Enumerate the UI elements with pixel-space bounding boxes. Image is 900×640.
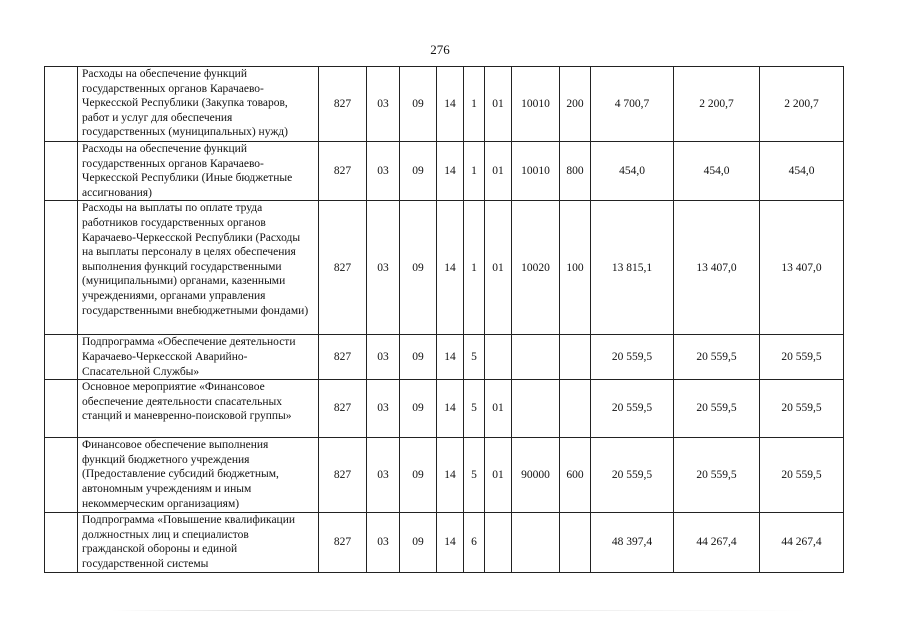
code-cell: 827 [319,438,367,513]
sum-year3-cell: 20 559,5 [760,380,844,438]
section-cell: 03 [367,438,400,513]
subprogram-cell: 5 [464,438,485,513]
event-cell: 01 [485,67,512,142]
subprogram-cell: 1 [464,67,485,142]
code-cell: 827 [319,201,367,335]
table-row [45,142,844,201]
sum-year1-cell: 4 700,7 [591,67,674,142]
program-cell: 14 [437,438,464,513]
page-number: 276 [430,42,450,57]
blank-cell [45,513,78,572]
section-cell: 03 [367,513,400,572]
blank-cell [45,67,78,142]
sum-year3-cell: 20 559,5 [760,335,844,380]
direction-cell [512,380,560,438]
sum-year1-cell: 20 559,5 [591,335,674,380]
expense-name-cell: Основное мероприятие «Финансовое обеспечение деятельности спасательных станций и маневренно-поисковой группы» [78,380,319,438]
program-cell: 14 [437,335,464,380]
subprogram-cell: 6 [464,513,485,572]
subsection-cell: 09 [400,380,437,438]
direction-cell: 10010 [512,142,560,201]
code-cell: 827 [319,142,367,201]
sum-year3-cell: 13 407,0 [760,201,844,335]
sum-year2-cell: 20 559,5 [674,335,760,380]
expense-name-cell: Подпрограмма «Повышение квалификации должностных лиц и специалистов гражданской обороны и единой государственной системы [78,513,319,572]
table-row [45,67,844,142]
sum-year1-cell: 454,0 [591,142,674,201]
expense-name-cell: Расходы на выплаты по оплате труда работников государственных органов Карачаево-Черкесской Республики (Расходы на выплаты персоналу в целях обеспечения выполнения функций государственными (муниципальными) органами, казенными учреждениями, органами управления государственными внебюджетными фондами) [78,201,319,335]
section-cell: 03 [367,201,400,335]
table-row [45,513,844,572]
sum-year3-cell: 454,0 [760,142,844,201]
subsection-cell: 09 [400,438,437,513]
event-cell: 01 [485,201,512,335]
sum-year1-cell: 20 559,5 [591,380,674,438]
expense-name-cell: Подпрограмма «Обеспечение деятельности Карачаево-Черкесской Аварийно-Спасательной Службы» [78,335,319,380]
direction-cell: 10010 [512,67,560,142]
sum-year2-cell: 20 559,5 [674,438,760,513]
program-cell: 14 [437,67,464,142]
budget-table [44,66,844,573]
sum-year2-cell: 454,0 [674,142,760,201]
program-cell: 14 [437,201,464,335]
sum-year1-cell: 48 397,4 [591,513,674,572]
sum-year2-cell: 13 407,0 [674,201,760,335]
section-cell: 03 [367,67,400,142]
sum-year2-cell: 20 559,5 [674,380,760,438]
subsection-cell: 09 [400,67,437,142]
blank-cell [45,438,78,513]
table-row [45,438,844,513]
expense-type-cell: 800 [560,142,591,201]
direction-cell: 90000 [512,438,560,513]
direction-cell: 10020 [512,201,560,335]
table-row [45,335,844,380]
section-cell: 03 [367,380,400,438]
code-cell: 827 [319,67,367,142]
program-cell: 14 [437,142,464,201]
expense-type-cell [560,335,591,380]
sum-year3-cell: 44 267,4 [760,513,844,572]
event-cell: 01 [485,142,512,201]
expense-name-cell: Расходы на обеспечение функций государственных органов Карачаево-Черкесской Республики (Закупка товаров, работ и услуг для обеспечения государственных (муниципальных) нужд) [78,67,319,142]
sum-year2-cell: 2 200,7 [674,67,760,142]
code-cell: 827 [319,335,367,380]
table-row [45,201,844,335]
event-cell [485,513,512,572]
blank-cell [45,335,78,380]
sum-year3-cell: 2 200,7 [760,67,844,142]
event-cell: 01 [485,438,512,513]
table-body [45,67,844,573]
expense-name-cell: Расходы на обеспечение функций государственных органов Карачаево-Черкесской Республики (Иные бюджетные ассигнования) [78,142,319,201]
subprogram-cell: 1 [464,142,485,201]
sum-year3-cell: 20 559,5 [760,438,844,513]
expense-type-cell: 100 [560,201,591,335]
blank-cell [45,380,78,438]
table-row [45,380,844,438]
sum-year2-cell: 44 267,4 [674,513,760,572]
subprogram-cell: 5 [464,335,485,380]
expense-type-cell [560,513,591,572]
subsection-cell: 09 [400,201,437,335]
subsection-cell: 09 [400,142,437,201]
subprogram-cell: 5 [464,380,485,438]
event-cell [485,335,512,380]
code-cell: 827 [319,380,367,438]
expense-type-cell: 600 [560,438,591,513]
subsection-cell: 09 [400,335,437,380]
expense-type-cell [560,380,591,438]
direction-cell [512,335,560,380]
program-cell: 14 [437,380,464,438]
subsection-cell: 09 [400,513,437,572]
code-cell: 827 [319,513,367,572]
sum-year1-cell: 20 559,5 [591,438,674,513]
subprogram-cell: 1 [464,201,485,335]
section-cell: 03 [367,335,400,380]
blank-cell [45,201,78,335]
blank-cell [45,142,78,201]
program-cell: 14 [437,513,464,572]
scan-artifact-line [110,610,810,611]
event-cell: 01 [485,380,512,438]
direction-cell [512,513,560,572]
expense-type-cell: 200 [560,67,591,142]
sum-year1-cell: 13 815,1 [591,201,674,335]
expense-name-cell: Финансовое обеспечение выполнения функций бюджетного учреждения (Предоставление субсидий бюджетным, автономным учреждениям и иным некоммерческим организациям) [78,438,319,513]
section-cell: 03 [367,142,400,201]
